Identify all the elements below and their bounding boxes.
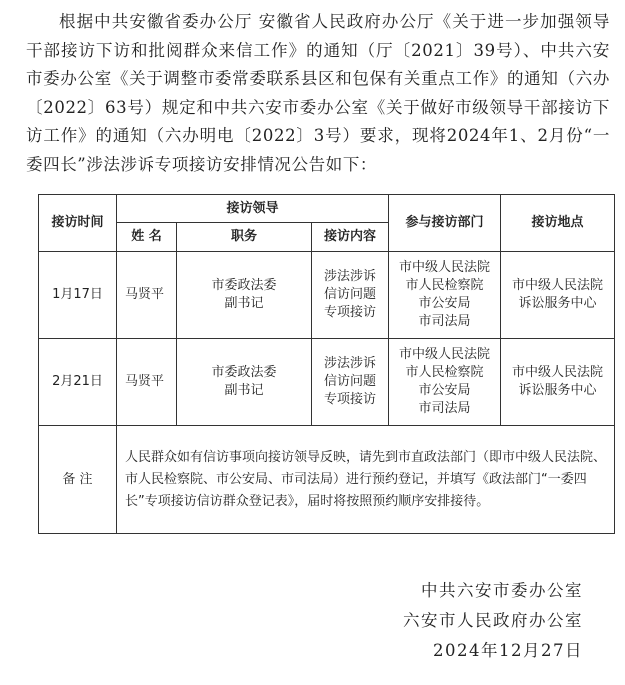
remark-text: 人民群众如有信访事项向接访领导反映，请先到市直政法部门（即市中级人民法院、市人民检察院、市公安局、市司法局）进行预约登记，并填写《政法部门“一委四长”专项接访信访群众登记表》，届时将按照预约顺序安排接待。 <box>117 426 615 534</box>
table-row <box>39 339 615 426</box>
remark-label: 备 注 <box>39 426 117 534</box>
row-position: 市委政法委 副书记 <box>177 339 312 426</box>
notice-paragraph: 根据中共安徽省委办公厅 安徽省人民政府办公厅《关于进一步加强领导干部接访下访和批阅群众来信工作》的通知（厅〔2021〕39号）、中共六安市委办公室《关于调整市委常委联系县区和包保有关重点工作》的通知（六办〔2022〕63号）规定和中共六安市委办公室《关于做好市级领导干部接访下访工作》的通知（六办明电〔2022〕3号）要求，现将2024年1、2月份“一委四长”涉法涉诉专项接访安排情况公告如下： <box>26 12 610 174</box>
header-name: 姓 名 <box>117 223 177 252</box>
reception-schedule-table <box>38 194 615 534</box>
header-content: 接访内容 <box>312 223 389 252</box>
header-leader-group: 接访领导 <box>117 195 389 223</box>
row-leader-name: 马贤平 <box>117 252 177 339</box>
row-content: 涉法涉诉 信访问题 专项接访 <box>312 339 389 426</box>
row-location: 市中级人民法院 诉讼服务中心 <box>501 339 615 426</box>
row-departments: 市中级人民法院 市人民检察院 市公安局 市司法局 <box>389 252 501 339</box>
row-location: 市中级人民法院 诉讼服务中心 <box>501 252 615 339</box>
row-leader-name: 马贤平 <box>117 339 177 426</box>
row-position: 市委政法委 副书记 <box>177 252 312 339</box>
issue-date: 2024年12月27日 <box>433 641 583 660</box>
row-departments: 市中级人民法院 市人民检察院 市公安局 市司法局 <box>389 339 501 426</box>
row-date: 2月21日 <box>39 339 117 426</box>
row-content: 涉法涉诉 信访问题 专项接访 <box>312 252 389 339</box>
header-departments: 参与接访部门 <box>389 195 501 252</box>
remark-row <box>39 426 615 534</box>
issuer-government-office: 六安市人民政府办公室 <box>403 611 583 630</box>
row-date: 1月17日 <box>39 252 117 339</box>
header-time: 接访时间 <box>39 195 117 252</box>
header-location: 接访地点 <box>501 195 615 252</box>
header-position: 职务 <box>177 223 312 252</box>
issuer-party-office: 中共六安市委办公室 <box>421 581 583 600</box>
table-row <box>39 252 615 339</box>
